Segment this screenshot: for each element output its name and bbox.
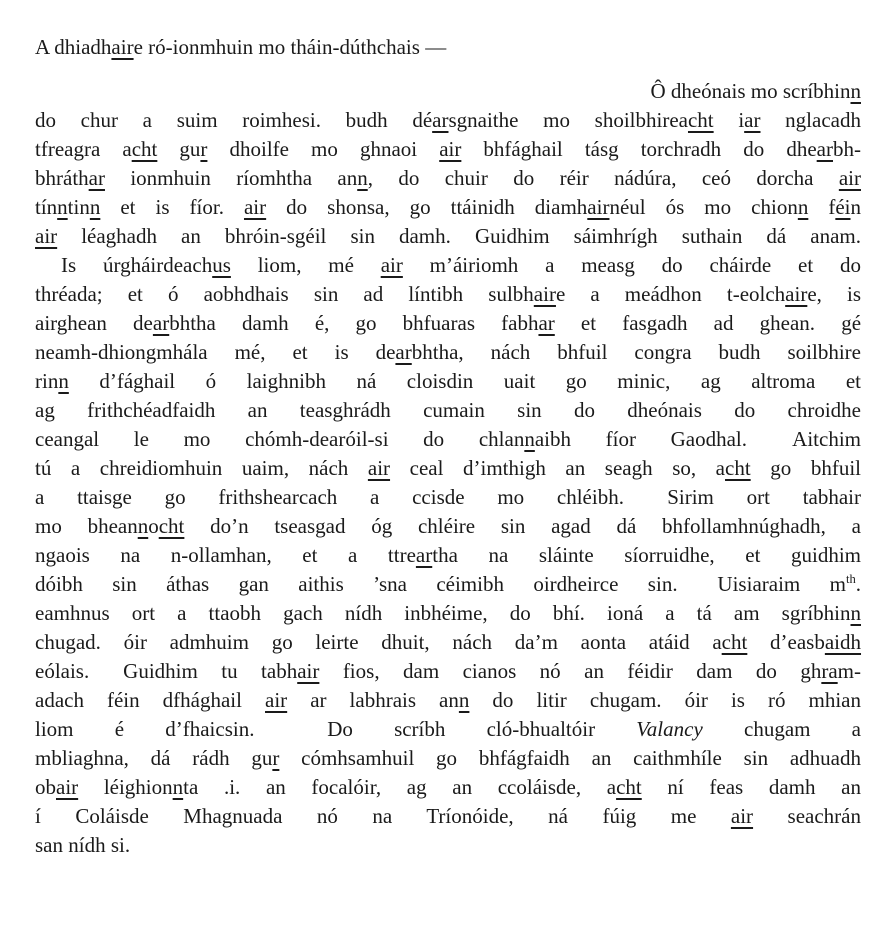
expanded-abbreviation: n bbox=[89, 195, 101, 219]
expanded-abbreviation: n bbox=[797, 195, 809, 219]
text-segment: tín bbox=[35, 195, 58, 219]
expanded-abbreviation: ra bbox=[821, 659, 838, 683]
text-segment: tú a chreidiomhuin uaim, nách bbox=[35, 456, 368, 480]
body-line bbox=[35, 773, 861, 802]
text-segment: mbliaghna, dá rádh gu bbox=[35, 746, 273, 770]
text-segment: liom é d’fhaicsin. Do scríbh cló-bhualtóir bbox=[35, 717, 637, 741]
closing-line bbox=[35, 831, 861, 860]
expanded-abbreviation: air bbox=[533, 282, 556, 306]
text-segment: rin bbox=[35, 369, 59, 393]
text-segment: A dhiadh bbox=[35, 35, 112, 59]
text-segment: aibh fíor Gaodhal. Aitchim bbox=[534, 427, 861, 451]
text-segment: ta .i. an focalóir, ag an ccoláisde, a bbox=[183, 775, 617, 799]
text-segment: Ô dheónais mo scríbhin bbox=[650, 79, 851, 103]
body-line bbox=[35, 338, 861, 367]
expanded-abbreviation: air bbox=[297, 659, 320, 683]
expanded-abbreviation: ar bbox=[152, 311, 170, 335]
expanded-abbreviation: ar bbox=[538, 311, 555, 335]
expanded-abbreviation: cht bbox=[725, 456, 751, 480]
superscript-abbreviation: th bbox=[845, 572, 856, 586]
text-segment: néul ós mo chion bbox=[609, 195, 798, 219]
body-line bbox=[35, 483, 861, 512]
text-segment: ní feas damh an bbox=[641, 775, 861, 799]
expanded-abbreviation: n bbox=[850, 601, 861, 625]
expanded-abbreviation: ar bbox=[744, 108, 761, 132]
expanded-abbreviation: air bbox=[587, 195, 610, 219]
text-segment: bh- bbox=[833, 137, 861, 161]
text-segment: d’easb bbox=[747, 630, 825, 654]
text-segment: dóibh sin áthas gan aithis ’sna céimibh oirdheirce sin. Uisiaraim m bbox=[35, 572, 846, 596]
expanded-abbreviation: us bbox=[212, 253, 231, 277]
text-segment: airghean de bbox=[35, 311, 153, 335]
expanded-abbreviation: n bbox=[57, 195, 68, 219]
expanded-abbreviation: aidh bbox=[824, 630, 862, 654]
text-segment: bhtha damh é, go bhfuaras fabh bbox=[169, 311, 539, 335]
body-line bbox=[35, 599, 861, 628]
text-segment: gu bbox=[157, 137, 201, 161]
body-line bbox=[35, 686, 861, 715]
body-line bbox=[35, 715, 861, 744]
expanded-abbreviation: air bbox=[265, 688, 288, 712]
italic-name: Valancy bbox=[636, 717, 703, 741]
expanded-abbreviation: air bbox=[838, 166, 861, 190]
expanded-abbreviation: air bbox=[243, 195, 267, 219]
expanded-abbreviation: r bbox=[272, 746, 280, 770]
text-segment: dhoilfe mo ghnaoi bbox=[207, 137, 440, 161]
body-line bbox=[35, 628, 861, 657]
expanded-abbreviation: éi bbox=[835, 195, 851, 219]
text-segment: m’áiriomh a measg do cháirde et do bbox=[402, 253, 862, 277]
text-segment: Is úrgháirdeach bbox=[61, 253, 213, 277]
body-line bbox=[35, 744, 861, 773]
text-segment: ionmhuin ríomhtha an bbox=[104, 166, 358, 190]
text-segment: n bbox=[850, 195, 861, 219]
text-segment: bhráth bbox=[35, 166, 89, 190]
expanded-abbreviation: air bbox=[730, 804, 754, 828]
text-segment: a ttaisge go frithshearcach a ccisde mo chléibh. Sirim ort tabhair bbox=[35, 485, 861, 509]
text-segment: neamh-dhiongmhála mé, et is de bbox=[35, 340, 396, 364]
expanded-abbreviation: ar bbox=[432, 108, 449, 132]
body-line bbox=[35, 570, 861, 599]
body-line bbox=[35, 222, 861, 251]
body-line bbox=[35, 657, 861, 686]
salutation-line bbox=[35, 33, 861, 62]
text-segment: léaghadh an bhróin-sgéil sin damh. Guidhim sáimhrígh suthain dá anam. bbox=[57, 224, 861, 248]
body-line bbox=[35, 164, 861, 193]
text-segment: ngaois na n-ollamhan, et a ttre bbox=[35, 543, 416, 567]
text-segment: e ró-ionmhuin mo tháin-dúthchais — bbox=[133, 35, 447, 59]
text-segment: tfreagra a bbox=[35, 137, 132, 161]
text-segment: e a meádhon t-eolch bbox=[555, 282, 786, 306]
expanded-abbreviation: air bbox=[367, 456, 391, 480]
body-line bbox=[35, 106, 861, 135]
expanded-abbreviation: air bbox=[111, 35, 134, 59]
text-segment: e, is bbox=[807, 282, 862, 306]
text-segment: fios, dam cianos nó an féidir dam do gh bbox=[319, 659, 822, 683]
expanded-abbreviation: air bbox=[380, 253, 403, 277]
expanded-abbreviation: n bbox=[357, 166, 368, 190]
text-segment: cómhsamhuil go bhfágfaidh an caithmhíle sin adhuadh bbox=[279, 746, 862, 770]
body-line bbox=[35, 454, 861, 483]
text-segment: do litir chugam. óir is ró mhian bbox=[469, 688, 861, 712]
text-segment: do’n tseasgad óg chléire sin agad dá bhfollamhnúghadh, a bbox=[184, 514, 861, 538]
text-segment: nglacadh bbox=[760, 108, 861, 132]
text-segment: i bbox=[713, 108, 745, 132]
text-segment: , do chuir do réir nádúra, ceó dorcha bbox=[367, 166, 839, 190]
expanded-abbreviation: n bbox=[172, 775, 184, 799]
expanded-abbreviation: cht bbox=[616, 775, 642, 799]
text-segment: et is fíor. bbox=[100, 195, 244, 219]
text-segment: eamhnus ort a ttaobh gach nídh inbhéime, do bhí. ioná a tá am sgríbhin bbox=[35, 601, 851, 625]
text-segment: chugad. óir admhuim go leirte dhuit, nách da’m aonta atáid a bbox=[35, 630, 722, 654]
opening-right-line bbox=[35, 77, 861, 106]
body-line bbox=[35, 802, 861, 831]
text-segment: ceangal le mo chómh-dearóil-si do chlan bbox=[35, 427, 525, 451]
text-segment: go bhfuil bbox=[750, 456, 861, 480]
text-segment: ag frithchéadfaidh an teasghrádh cumain sin do dheónais do chroidhe bbox=[35, 398, 861, 422]
text-segment: chugam a bbox=[702, 717, 862, 741]
text-segment: ar labhrais an bbox=[287, 688, 459, 712]
text-segment: f bbox=[808, 195, 836, 219]
expanded-abbreviation: ar bbox=[88, 166, 105, 190]
text-segment: m- bbox=[837, 659, 861, 683]
expanded-abbreviation: n bbox=[137, 514, 149, 538]
text-segment: bhtha, nách bhfuil congra budh soilbhire bbox=[411, 340, 861, 364]
expanded-abbreviation: air bbox=[785, 282, 808, 306]
expanded-abbreviation: cht bbox=[721, 630, 748, 654]
expanded-abbreviation: air bbox=[56, 775, 79, 799]
text-segment: í Coláisde Mhagnuada nó na Tríonóide, ná fúig me bbox=[35, 804, 731, 828]
text-segment: liom, mé bbox=[230, 253, 381, 277]
expanded-abbreviation: r bbox=[200, 137, 208, 161]
expanded-abbreviation: air bbox=[439, 137, 462, 161]
text-segment: adach féin dfhághail bbox=[35, 688, 266, 712]
body-line bbox=[35, 193, 861, 222]
text-segment: thréada; et ó aobhdhais sin ad líntibh sulbh bbox=[35, 282, 534, 306]
letter-body bbox=[35, 33, 861, 860]
text-segment: eólais. Guidhim tu tabh bbox=[35, 659, 298, 683]
body-line bbox=[35, 309, 861, 338]
body-line bbox=[35, 367, 861, 396]
text-segment: o bbox=[148, 514, 159, 538]
body-line bbox=[35, 280, 861, 309]
text-segment: seachrán bbox=[753, 804, 861, 828]
text-segment: tin bbox=[67, 195, 90, 219]
body-line bbox=[35, 251, 861, 280]
text-segment: sgnaithe mo shoilbhirea bbox=[448, 108, 688, 132]
body-line bbox=[35, 425, 861, 454]
expanded-abbreviation: n bbox=[850, 79, 861, 103]
text-segment: do chur a suim roimhesi. budh dé bbox=[35, 108, 433, 132]
body-line bbox=[35, 396, 861, 425]
text-segment: d’fághail ó laighnibh ná cloisdin uait go minic, ag altroma et bbox=[68, 369, 861, 393]
expanded-abbreviation: air bbox=[35, 224, 58, 248]
text-segment: mo bhean bbox=[35, 514, 138, 538]
expanded-abbreviation: n bbox=[58, 369, 69, 393]
expanded-abbreviation: ar bbox=[415, 543, 433, 567]
expanded-abbreviation: n bbox=[458, 688, 470, 712]
expanded-abbreviation: cht bbox=[687, 108, 714, 132]
text-segment: san nídh si. bbox=[35, 833, 131, 857]
expanded-abbreviation: ar bbox=[816, 137, 833, 161]
text-segment: et fasgadh ad ghean. gé bbox=[554, 311, 862, 335]
expanded-abbreviation: ar bbox=[395, 340, 412, 364]
body-line bbox=[35, 512, 861, 541]
body-line bbox=[35, 541, 861, 570]
expanded-abbreviation: n bbox=[524, 427, 535, 451]
expanded-abbreviation: cht bbox=[158, 514, 185, 538]
text-segment: bhfághail tásg torchradh do dhe bbox=[461, 137, 817, 161]
text-segment: léighion bbox=[78, 775, 173, 799]
expanded-abbreviation: cht bbox=[131, 137, 158, 161]
text-segment: . bbox=[855, 572, 861, 596]
text-segment: do shonsa, go ttáinidh diamh bbox=[266, 195, 588, 219]
text-segment: ceal d’imthigh an seagh so, a bbox=[390, 456, 726, 480]
body-line bbox=[35, 135, 861, 164]
text-segment: ob bbox=[35, 775, 56, 799]
text-segment: tha na sláinte síorruidhe, et guidhim bbox=[432, 543, 861, 567]
